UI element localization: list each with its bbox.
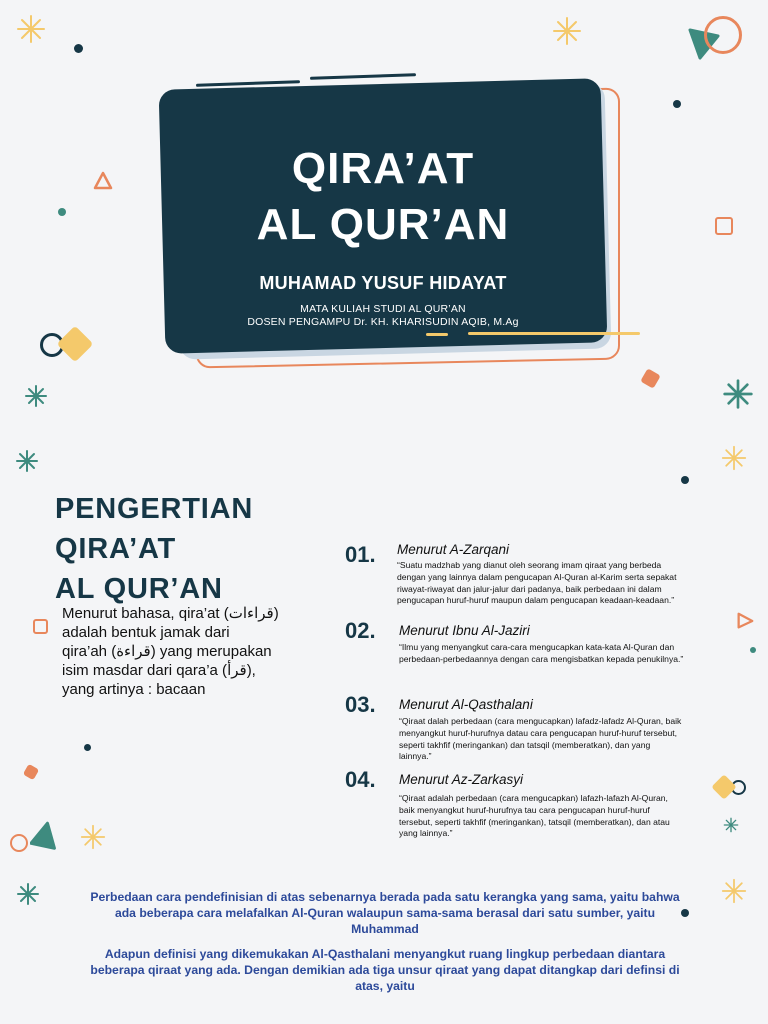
dot-icon xyxy=(750,647,756,653)
triangle-icon xyxy=(735,611,755,631)
definition-number: 04. xyxy=(345,767,376,792)
diamond-icon xyxy=(57,326,94,363)
definition-source: Menurut Al-Qasthalani xyxy=(399,697,533,712)
definition-number: 02. xyxy=(345,618,376,643)
definition-quote: “Qiraat adalah perbedaan (cara mengucapkan) lafazh-lafazh Al-Quran, baik menyangkut huruf-hurufnya tau cara pengucapan huruf-huruf tersebut, seperti takhfif (meringankan), tatsqil (memberatkan), dan atau yang lainnya.” xyxy=(399,793,670,839)
conclusion-paragraph: Adapun definisi yang dikemukakan Al-Qasthalani menyangkut ruang lingkup perbedaan diantara beberapa qiraat yang ada. Dengan demikian ada tiga unsur qiraat yang dapat ditangkap dari definsi di atas, yaitu xyxy=(90,947,680,993)
definition-number: 03. xyxy=(345,692,376,717)
sparkle-icon xyxy=(721,878,747,904)
definition-line: qira’ah (قراءة) yang merupakan xyxy=(62,643,272,660)
dot-icon xyxy=(681,476,689,484)
definition-line: Menurut bahasa, qira’at (قراءات) xyxy=(62,605,279,622)
asterisk-icon xyxy=(24,384,48,408)
ring-icon xyxy=(10,834,28,852)
card-accent-line xyxy=(426,333,448,336)
card-accent-line xyxy=(468,332,640,335)
square-icon xyxy=(715,217,733,235)
definition-number: 01. xyxy=(345,542,376,567)
heading-line: PENGERTIAN xyxy=(55,493,254,525)
definition-source: Menurut Az-Zarkasyi xyxy=(399,772,524,787)
definition-quote: “Ilmu yang menyangkut cara-cara mengucapkan kata-kata Al-Quran dan perbedaan-perbedaannya dengan cara mengisbatkan kepada penukilnya.” xyxy=(399,642,684,664)
definition-line: yang artinya : bacaan xyxy=(62,681,206,698)
definition-line: isim masdar dari qara’a (قرأ), xyxy=(62,662,256,679)
title-line: AL QUR’AN xyxy=(256,200,510,249)
ring-icon xyxy=(704,16,742,54)
definition-item xyxy=(345,767,685,847)
sparkle-icon xyxy=(80,824,106,850)
section-heading xyxy=(55,489,315,609)
author-name: MUHAMAD YUSUF HIDAYAT xyxy=(259,273,507,293)
definition-item xyxy=(345,692,685,772)
diamond-icon xyxy=(23,764,39,780)
triangle-icon xyxy=(30,820,60,850)
dot-icon xyxy=(58,208,66,216)
course-name: MATA KULIAH STUDI AL QUR’AN xyxy=(300,303,466,315)
triangle-icon xyxy=(92,170,114,192)
definition-line: adalah bentuk jamak dari xyxy=(62,624,230,641)
definition-source: Menurut Ibnu Al-Jaziri xyxy=(399,623,530,638)
linguistic-definition xyxy=(62,604,302,699)
diamond-icon xyxy=(711,774,736,799)
asterisk-icon xyxy=(16,882,40,906)
definition-item xyxy=(345,542,685,622)
heading-line: AL QUR’AN xyxy=(55,573,223,605)
definition-item xyxy=(345,618,685,688)
sparkle-icon xyxy=(721,445,747,471)
definition-source: Menurut A-Zarqani xyxy=(397,542,510,557)
diamond-icon xyxy=(640,368,660,388)
dot-icon xyxy=(681,909,689,917)
heading-line: QIRA’AT xyxy=(55,533,177,565)
sparkle-icon xyxy=(552,16,582,46)
top-decor-line xyxy=(310,73,416,80)
title-line: QIRA’AT xyxy=(291,144,475,193)
definition-quote: “Suatu madzhab yang dianut oleh seorang imam qiraat yang berbeda dengan yang lainnya dalam pengucapan Al-Quran al-Karim serta sepakat riwayat-riwayat dan jalur-jalur dari padanya, baik perbedaan ini dalam pengucapan huruf-huruf maupun dalam pengucapan keadaan-keadaan.” xyxy=(397,560,677,606)
lecturer-name: DOSEN PENGAMPU Dr. KH. KHARISUDIN AQIB, M.Ag xyxy=(247,316,519,328)
square-icon xyxy=(33,619,48,634)
asterisk-icon xyxy=(15,449,39,473)
asterisk-icon xyxy=(722,378,754,410)
document-title xyxy=(168,141,598,253)
dot-icon xyxy=(673,100,681,108)
title-card-content xyxy=(168,84,598,344)
sparkle-icon xyxy=(16,14,46,44)
conclusion-paragraph: Perbedaan cara pendefinisian di atas sebenarnya berada pada satu kerangka yang sama, yaitu bahwa ada beberapa cara melafalkan Al-Quran walaupun sama-sama berasal dari satu sumber, yaitu Muhammad xyxy=(90,890,680,936)
asterisk-icon xyxy=(723,817,739,833)
dot-icon xyxy=(84,744,91,751)
definition-quote: “Qiraat dalah perbedaan (cara mengucapkan) lafadz-lafadz Al-Quran, baik menyangkut huruf-hurufnya datau cara pengucapan huruf-huruf tersebut, seperti takhfif (meringankan) dan tatsqil (memberatkan), dan yang lainnya.” xyxy=(399,716,682,762)
dot-icon xyxy=(74,44,83,53)
